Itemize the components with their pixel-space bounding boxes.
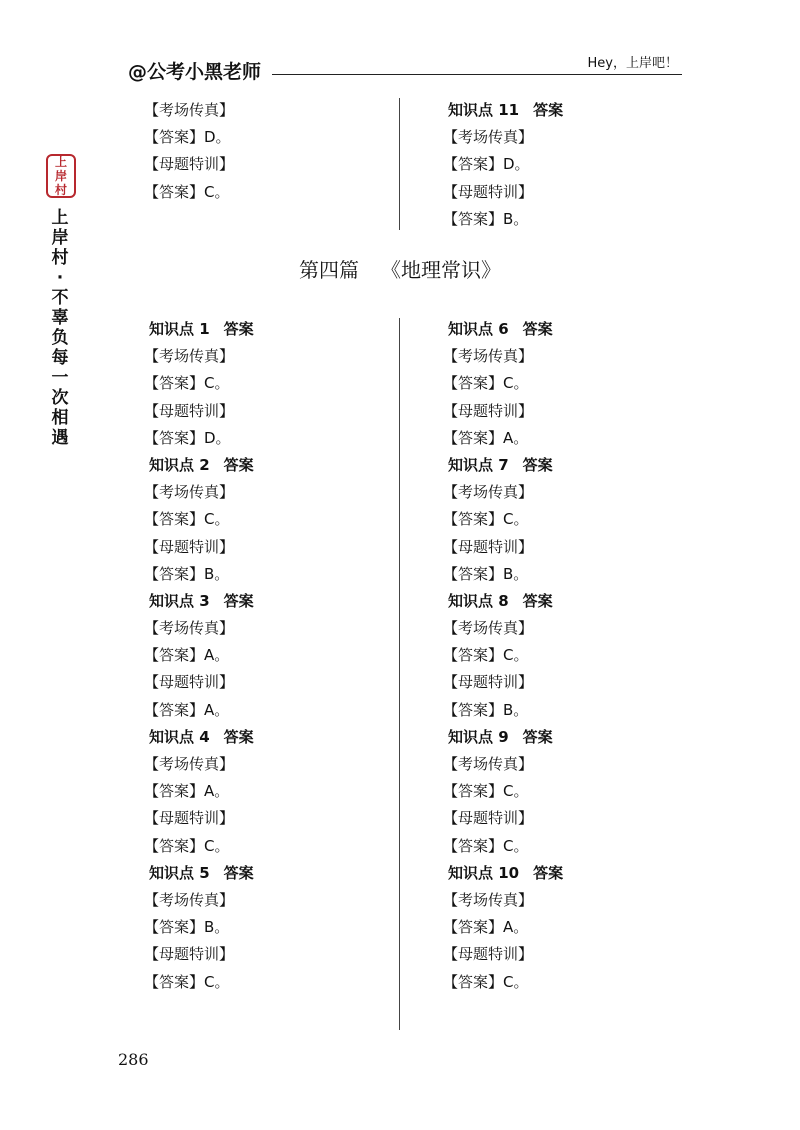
answer-line: 【答案】C。 xyxy=(443,510,529,529)
knowledge-point-heading xyxy=(443,588,693,615)
answer-line: 【答案】C。 xyxy=(443,836,529,855)
knowledge-point-heading xyxy=(443,316,693,343)
geo-right-column xyxy=(443,316,693,996)
answer-line: 【母题特训】 xyxy=(144,945,235,964)
answer-line: 【答案】B。 xyxy=(144,564,230,583)
answer-line: 【母题特训】 xyxy=(144,673,235,692)
answer-line: 【考场传真】 xyxy=(443,890,534,909)
motto-char: 负 xyxy=(51,328,69,348)
answer-line: 【母题特训】 xyxy=(443,945,534,964)
header-slogan: Hey，上岸吧！ xyxy=(587,56,678,71)
knowledge-point-label: 知识点 2 xyxy=(149,455,210,474)
knowledge-point-heading xyxy=(144,316,394,343)
knowledge-point-label: 知识点 8 xyxy=(448,591,509,610)
answer-line: 【答案】A。 xyxy=(144,700,230,719)
motto-char: 不 xyxy=(51,288,69,308)
knowledge-point-suffix: 答案 xyxy=(522,455,553,474)
knowledge-point-heading xyxy=(144,452,394,479)
answer-line: 【答案】A。 xyxy=(144,646,230,665)
page-number: 286 xyxy=(118,1050,149,1069)
answer-line: 【考场传真】 xyxy=(144,755,235,773)
answer-line: 【答案】A。 xyxy=(443,918,529,937)
answer-line: 【答案】C。 xyxy=(144,182,230,201)
answer-line: 【母题特训】 xyxy=(443,182,534,201)
knowledge-point-heading xyxy=(144,860,394,887)
answer-line: 【答案】B。 xyxy=(443,209,529,228)
answer-line: 【答案】A。 xyxy=(144,782,230,801)
answer-line: 【母题特训】 xyxy=(144,537,235,556)
answer-line: 【答案】C。 xyxy=(144,510,230,529)
geo-left-column xyxy=(144,316,394,996)
answer-line: 【母题特训】 xyxy=(443,537,534,556)
answer-line: 【母题特训】 xyxy=(443,809,534,828)
answer-line: 【考场传真】 xyxy=(443,755,534,773)
motto-char: 辜 xyxy=(51,308,69,328)
knowledge-point-heading xyxy=(443,452,693,479)
answer-line: 【答案】C。 xyxy=(443,646,529,665)
knowledge-point-heading xyxy=(443,860,693,887)
motto-char: 村 xyxy=(51,248,69,268)
knowledge-point-suffix: 答案 xyxy=(223,727,254,746)
motto-char: 每 xyxy=(51,348,69,368)
answer-line: 【考场传真】 xyxy=(443,619,534,638)
section-title-part: 第四篇 xyxy=(299,258,359,282)
answer-line: 【答案】A。 xyxy=(443,428,529,447)
answer-line: 【考场传真】 xyxy=(144,890,235,909)
knowledge-point-suffix: 答案 xyxy=(533,101,564,119)
knowledge-point-label: 知识点 10 xyxy=(448,863,520,882)
knowledge-point-label: 知识点 5 xyxy=(149,863,210,882)
knowledge-point-label: 知识点 9 xyxy=(448,727,509,746)
knowledge-point-suffix: 答案 xyxy=(522,320,553,338)
knowledge-point-label: 知识点 1 xyxy=(149,320,210,338)
motto-char: 遇 xyxy=(51,428,69,448)
seal-char: 岸 xyxy=(54,169,67,183)
knowledge-point-suffix: 答案 xyxy=(223,320,254,338)
knowledge-point-suffix: 答案 xyxy=(223,863,254,882)
seal-char: 村 xyxy=(54,183,67,197)
knowledge-point-label: 知识点 3 xyxy=(149,591,210,610)
motto-char: 上 xyxy=(51,208,69,228)
header-rule xyxy=(272,74,682,75)
knowledge-point-label: 知识点 11 xyxy=(448,101,520,119)
knowledge-point-label: 知识点 7 xyxy=(448,455,509,474)
knowledge-point-suffix: 答案 xyxy=(223,591,254,610)
seal-char: 上 xyxy=(54,155,67,169)
answer-line: 【答案】C。 xyxy=(443,782,529,801)
knowledge-point-label: 知识点 4 xyxy=(149,727,210,746)
vertical-motto xyxy=(48,208,72,448)
motto-char: 相 xyxy=(51,408,69,428)
answer-line: 【答案】C。 xyxy=(443,972,529,991)
knowledge-point-suffix: 答案 xyxy=(522,727,553,746)
section-title xyxy=(0,256,800,284)
knowledge-point-heading xyxy=(144,724,394,751)
motto-char: · xyxy=(56,268,64,288)
answer-line: 【考场传真】 xyxy=(144,101,235,119)
knowledge-point-suffix: 答案 xyxy=(522,591,553,610)
answer-line: 【答案】D。 xyxy=(144,128,231,147)
motto-char: 岸 xyxy=(51,228,69,248)
seal-stamp xyxy=(46,154,76,198)
knowledge-point-heading xyxy=(443,97,693,124)
answer-line: 【考场传真】 xyxy=(443,128,534,147)
answer-line: 【母题特训】 xyxy=(443,401,534,420)
answer-line: 【母题特训】 xyxy=(144,401,235,420)
column-divider-top xyxy=(399,98,400,230)
motto-char: 一 xyxy=(51,368,69,388)
answer-line: 【答案】D。 xyxy=(144,428,231,447)
answer-line: 【母题特训】 xyxy=(443,673,534,692)
answer-line: 【答案】C。 xyxy=(144,972,230,991)
answer-line: 【答案】B。 xyxy=(443,564,529,583)
answer-line: 【答案】B。 xyxy=(443,700,529,719)
knowledge-point-suffix: 答案 xyxy=(223,455,254,474)
answer-line: 【考场传真】 xyxy=(443,347,534,366)
answer-line: 【考场传真】 xyxy=(443,483,534,502)
column-divider-main xyxy=(399,318,400,1030)
knowledge-point-heading xyxy=(144,588,394,615)
answer-line: 【母题特训】 xyxy=(144,809,235,828)
answer-line: 【答案】D。 xyxy=(443,155,530,174)
answer-line: 【答案】C。 xyxy=(443,374,529,393)
answer-line: 【考场传真】 xyxy=(144,619,235,638)
answer-line: 【答案】B。 xyxy=(144,918,230,937)
answer-line: 【考场传真】 xyxy=(144,483,235,502)
knowledge-point-suffix: 答案 xyxy=(533,863,564,882)
knowledge-point-heading xyxy=(443,724,693,751)
header-brand: @公考小黑老师 xyxy=(128,61,262,83)
answer-line: 【母题特训】 xyxy=(144,155,235,174)
top-right-column xyxy=(443,97,693,233)
answer-line: 【答案】C。 xyxy=(144,374,230,393)
section-title-name: 《地理常识》 xyxy=(381,258,501,282)
motto-char: 次 xyxy=(51,388,69,408)
answer-line: 【答案】C。 xyxy=(144,836,230,855)
answer-line: 【考场传真】 xyxy=(144,347,235,366)
top-left-column xyxy=(144,97,394,206)
knowledge-point-label: 知识点 6 xyxy=(448,320,509,338)
